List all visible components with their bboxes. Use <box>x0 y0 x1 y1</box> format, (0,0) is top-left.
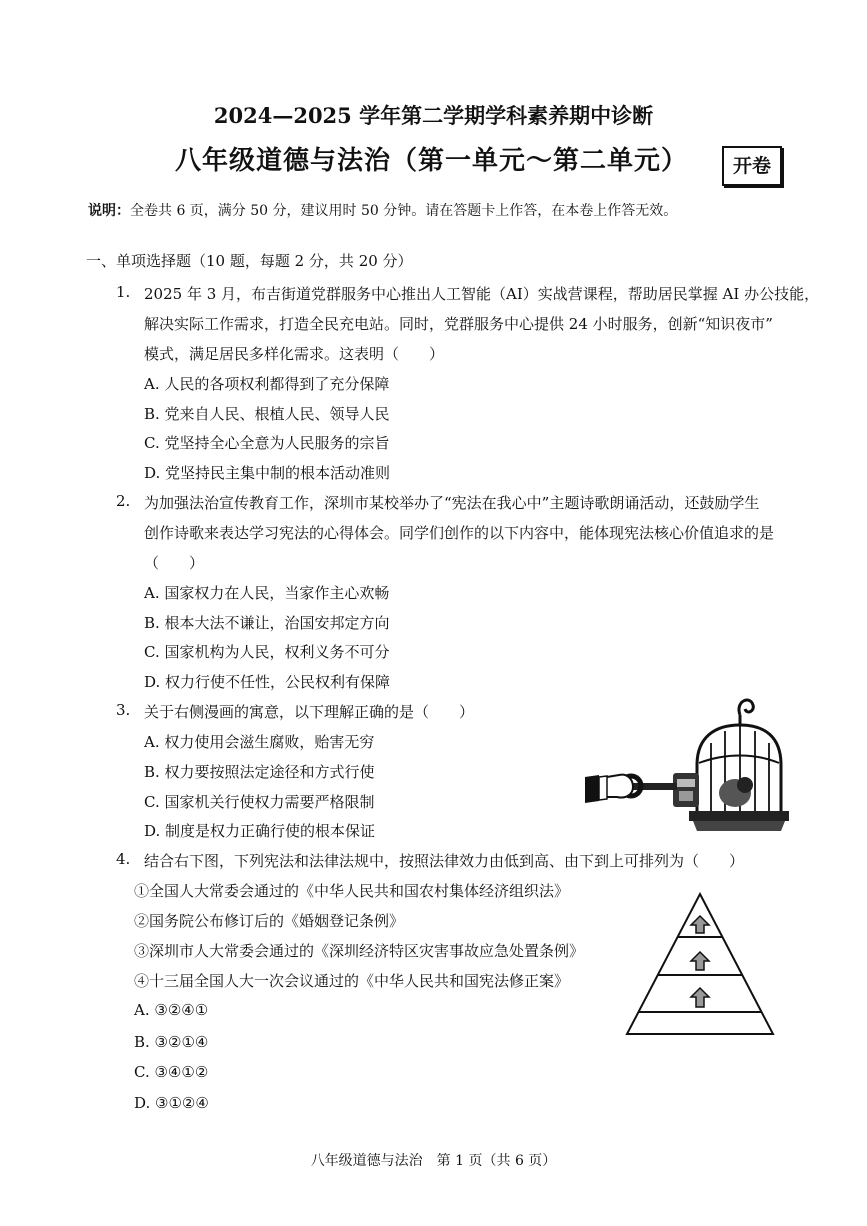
exam-title: 2024—2025 学年第二学期学科素养期中诊断 <box>213 103 654 128</box>
answer-option: B. 根本大法不谦让，治国安邦定方向 <box>144 614 390 632</box>
question-text-line: （ ） <box>144 554 205 572</box>
question-text-line: 结合右下图，下列宪法和法律法规中，按照法律效力由低到高、由下到上可排列为（ ） <box>144 852 745 870</box>
instructions-text: 全卷共 6 页，满分 50 分，建议用时 50 分钟。请在答题卡上作答，在本卷上作答无效。 <box>130 203 678 219</box>
answer-option: D. 制度是权力正确行使的根本保证 <box>144 822 376 840</box>
page-footer: 八年级道德与法治 第 1 页（共 6 页） <box>310 1153 557 1169</box>
instructions-label: 说明： <box>88 203 130 219</box>
answer-option: B. 党来自人民、根植人民、领导人民 <box>144 405 390 423</box>
question-text-line: 创作诗歌来表达学习宪法的心得体会。同学们创作的以下内容中，能体现宪法核心价值追求的是 <box>144 524 775 542</box>
answer-option: C. 党坚持全心全意为人民服务的宗旨 <box>144 434 390 452</box>
law-item: ②国务院公布修订后的《婚姻登记条例》 <box>134 912 405 930</box>
answer-option: C. ③④①② <box>134 1063 209 1081</box>
section-title: 一、单项选择题（10 题，每题 2 分，共 20 分） <box>86 252 413 270</box>
law-item: ①全国人大常委会通过的《中华人民共和国农村集体经济组织法》 <box>134 882 570 900</box>
question-text-line: 模式，满足居民多样化需求。这表明（ ） <box>144 345 445 363</box>
question-number: 2. <box>116 492 131 510</box>
instructions <box>88 200 677 220</box>
answer-option: B. ③②①④ <box>134 1033 209 1051</box>
answer-option: B. 权力要按照法定途径和方式行使 <box>144 763 375 781</box>
answer-option: C. 国家机构为人民，权利义务不可分 <box>144 643 390 661</box>
question-number: 3. <box>116 701 131 719</box>
answer-option: A. 人民的各项权利都得到了充分保障 <box>144 375 390 393</box>
question-text-line: 为加强法治宣传教育工作，深圳市某校举办了“宪法在我心中”主题诗歌朗诵活动，还鼓励学生 <box>144 494 760 512</box>
question-number: 4. <box>116 850 131 868</box>
exam-subtitle: 八年级道德与法治（第一单元～第二单元） <box>175 146 689 176</box>
legal-hierarchy-pyramid <box>625 890 775 1040</box>
answer-option: A. 权力使用会滋生腐败，贻害无穷 <box>144 733 375 751</box>
answer-option: D. 权力行使不任性，公民权利有保障 <box>144 673 391 691</box>
question-text-line: 解决实际工作需求，打造全民充电站。同时，党群服务中心提供 24 小时服务，创新“知识夜市” <box>144 315 773 333</box>
answer-option: A. 国家权力在人民，当家作主心欢畅 <box>144 584 390 602</box>
answer-option: A. ③②④① <box>134 1001 209 1019</box>
birdcage-key-cartoon <box>585 693 785 833</box>
answer-option: C. 国家机关行使权力需要严格限制 <box>144 793 375 811</box>
question-number: 1. <box>116 283 131 301</box>
question-text-line: 关于右侧漫画的寓意，以下理解正确的是（ ） <box>144 703 475 721</box>
law-item: ④十三届全国人大一次会议通过的《中华人民共和国宪法修正案》 <box>134 972 570 990</box>
question-text-line: 2025 年 3 月，布吉街道党群服务中心推出人工智能（AI）实战营课程，帮助居民掌握 AI 办公技能， <box>144 285 820 303</box>
answer-option: D. ③①②④ <box>134 1094 209 1112</box>
answer-option: D. 党坚持民主集中制的根本活动准则 <box>144 464 391 482</box>
law-item: ③深圳市人大常委会通过的《深圳经济特区灾害事故应急处置条例》 <box>134 942 585 960</box>
open-book-badge: 开卷 <box>722 146 782 186</box>
